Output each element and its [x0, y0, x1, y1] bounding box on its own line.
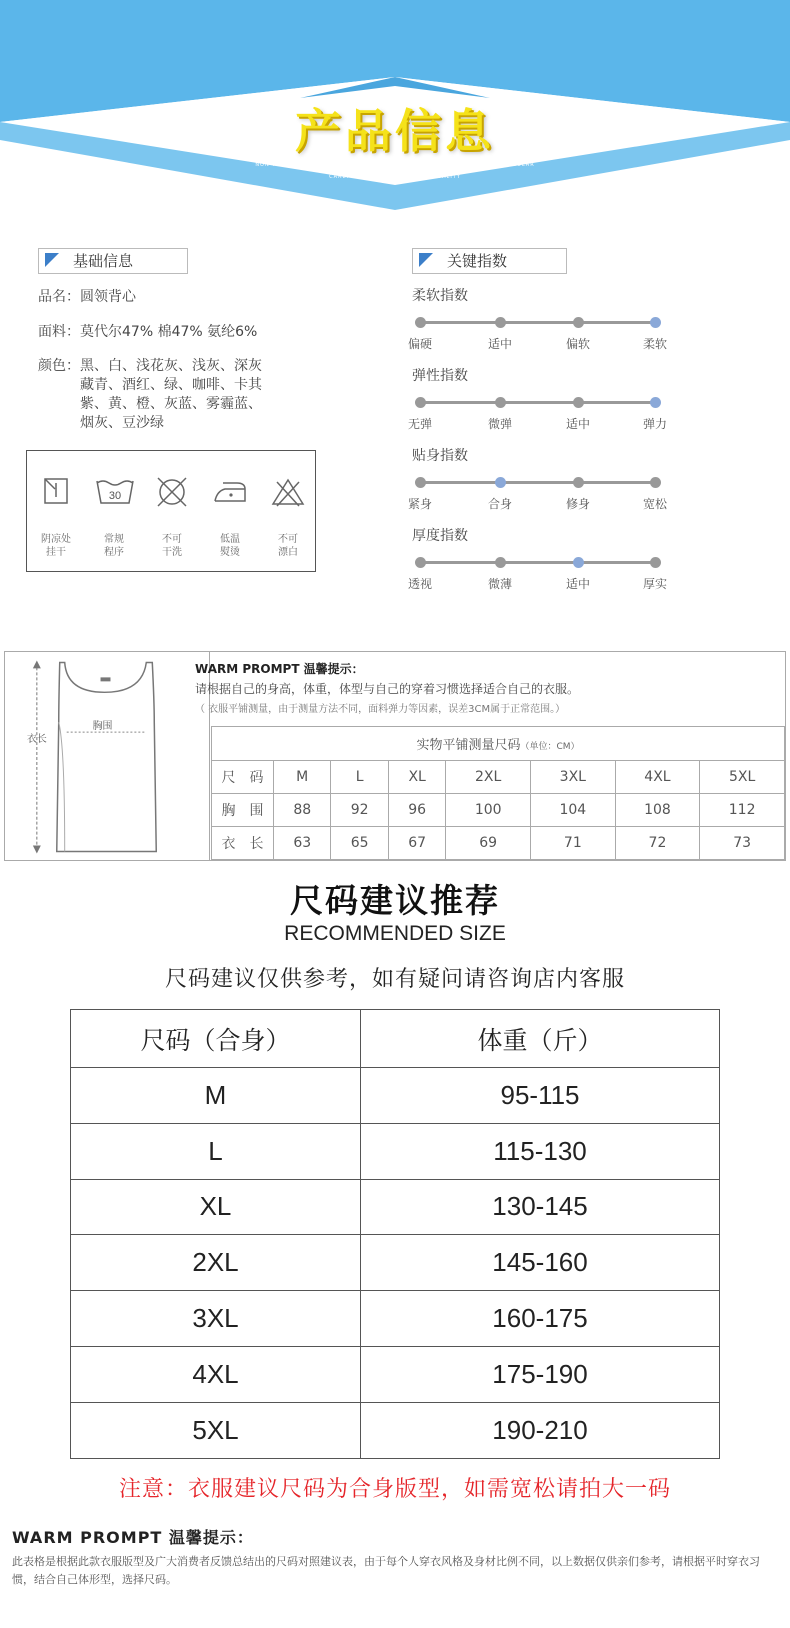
table-row: [71, 1402, 720, 1458]
product-name-value: 圆领背心: [80, 289, 136, 305]
index-dot: [415, 397, 426, 408]
care-label-line2: 干洗: [162, 547, 182, 558]
table-cell: 69: [446, 827, 531, 860]
no-bleach-icon: [269, 477, 307, 507]
table-cell: XL: [388, 761, 445, 794]
table-cell: 104: [531, 794, 616, 827]
shade-dry-icon: [37, 477, 75, 507]
table-cell: 4XL: [615, 761, 700, 794]
weight-cell: 145-160: [361, 1235, 720, 1291]
index-label: 宽松: [642, 497, 667, 511]
index-label: 紧身: [407, 497, 432, 511]
index-track: [420, 481, 655, 484]
basic-info-heading: [38, 248, 188, 274]
care-label-line2: 程序: [104, 547, 124, 558]
table-cell: 63: [274, 827, 331, 860]
index-dot: [495, 397, 506, 408]
table-cell: 73: [700, 827, 785, 860]
column-header: 尺码（合身）: [71, 1010, 361, 1068]
index-dot: [650, 477, 661, 488]
color-key: 颜色：: [38, 358, 80, 374]
weight-cell: 115-130: [361, 1123, 720, 1179]
index-dot-selected: [650, 317, 661, 328]
index-label: 厚实: [642, 577, 667, 591]
size-cell: L: [71, 1123, 361, 1179]
care-item: [85, 451, 143, 571]
table-row: [212, 761, 785, 794]
index-dot: [573, 397, 584, 408]
product-name-row: [38, 288, 136, 307]
table-title-text: 实物平铺测量尺码: [416, 738, 521, 753]
table-header-row: [71, 1010, 720, 1068]
index-label: 修身: [565, 497, 590, 511]
table-row: [212, 794, 785, 827]
weight-cell: 95-115: [361, 1068, 720, 1124]
size-cell: XL: [71, 1179, 361, 1235]
care-item: [27, 451, 85, 571]
weight-cell: 175-190: [361, 1346, 720, 1402]
garment-diagram: [5, 652, 210, 860]
index-dot-selected: [573, 557, 584, 568]
row-header: 衣 长: [212, 827, 274, 860]
index-label: 微弹: [487, 417, 512, 431]
no-dry-clean-icon: [153, 477, 191, 507]
care-item: [259, 451, 317, 571]
table-row: [71, 1179, 720, 1235]
wash-30-icon: [95, 477, 135, 507]
table-cell: 67: [388, 827, 445, 860]
index-dot: [650, 557, 661, 568]
recommended-size-subtitle: RECOMMENDED SIZE: [284, 922, 506, 945]
table-cell: 96: [388, 794, 445, 827]
table-cell: 108: [615, 794, 700, 827]
index-label: 合身: [487, 497, 512, 511]
table-row: [71, 1123, 720, 1179]
care-label-line1: 不可: [278, 534, 298, 545]
weight-cell: 130-145: [361, 1179, 720, 1235]
table-cell: 71: [531, 827, 616, 860]
table-row: [212, 827, 785, 860]
index-label: 适中: [565, 577, 590, 591]
banner-subtitle-line1: NON WEEKLY COMFORTABLE FABRIC, NON WEEKLY FABRIC, STRENGTH TO REGULAR: [255, 162, 535, 168]
key-indices-heading-label: 关键指数: [447, 252, 508, 270]
fabric-value: 莫代尔47% 棉47% 氨纶6%: [80, 324, 258, 340]
table-cell: 3XL: [531, 761, 616, 794]
table-cell: 92: [331, 794, 388, 827]
key-indices-heading: [412, 248, 567, 274]
table-cell: L: [331, 761, 388, 794]
flag-icon: [419, 253, 433, 267]
banner-subtitle-line2: CAREFUL PRODUCTION, GOOD QUALITY: [329, 174, 461, 180]
weight-cell: 160-175: [361, 1291, 720, 1347]
index-dot-selected: [495, 477, 506, 488]
size-cell: 4XL: [71, 1346, 361, 1402]
table-cell: 88: [274, 794, 331, 827]
garment-length-label: 衣长: [26, 734, 47, 746]
index-track: [420, 561, 655, 564]
care-label-line1: 常规: [104, 534, 124, 545]
color-line: 烟灰、豆沙绿: [80, 415, 164, 431]
table-cell: M: [274, 761, 331, 794]
recommended-size-note: 尺码建议仅供参考，如有疑问请咨询店内客服: [164, 967, 625, 992]
index-label: 微薄: [487, 577, 512, 591]
index-title: 柔软指数: [412, 288, 468, 304]
warm-prompt-text-bottom: 此表格是根据此款衣服版型及广大消费者反馈总结出的尺码对照建议表，由于每个人穿衣风格及身材比例不同，以上数据仅供亲们参考，请根据平时穿衣习惯，结合自己体形型，选择尺码。: [12, 1555, 760, 1586]
table-cell: 2XL: [446, 761, 531, 794]
basic-info-heading-label: 基础信息: [73, 252, 134, 270]
weight-cell: 190-210: [361, 1402, 720, 1458]
index-dot: [415, 557, 426, 568]
index-label: 适中: [565, 417, 590, 431]
table-row: [71, 1291, 720, 1347]
table-cell: 100: [446, 794, 531, 827]
fabric-row: [38, 323, 257, 342]
table-row: [71, 1235, 720, 1291]
care-label-line2: 漂白: [278, 547, 298, 558]
recommended-size-title: 尺码建议推荐: [290, 881, 500, 920]
index-label: 偏硬: [407, 337, 432, 351]
warm-prompt-title-bottom: WARM PROMPT 温馨提示：: [12, 1528, 254, 1547]
care-label-line2: 挂干: [46, 547, 66, 558]
size-cell: 2XL: [71, 1235, 361, 1291]
index-label: 偏软: [565, 337, 590, 351]
measurement-table-title: [212, 727, 785, 761]
table-unit-text: （单位：CM）: [520, 742, 580, 752]
warm-prompt-note: （ 衣服平铺测量，由于测量方法不同，面料弹力等因素，误差3CM属于正常范围。）: [195, 704, 566, 715]
table-row: [212, 727, 785, 761]
low-iron-icon: [211, 477, 249, 507]
size-cell: M: [71, 1068, 361, 1124]
table-cell: 72: [615, 827, 700, 860]
index-dot: [495, 317, 506, 328]
column-header: 体重（斤）: [361, 1010, 720, 1068]
fabric-key: 面料：: [38, 324, 80, 340]
banner-title: 产品信息: [295, 104, 495, 158]
size-cell: 3XL: [71, 1291, 361, 1347]
recommended-size-table: [70, 1009, 720, 1459]
measurement-section: [4, 651, 786, 861]
index-title: 厚度指数: [412, 528, 468, 544]
row-header: 胸 围: [212, 794, 274, 827]
wash-temperature-label: 30: [108, 490, 122, 502]
warm-prompt-line: 请根据自己的身高，体重，体型与自己的穿着习惯选择适合自己的衣服。: [195, 682, 580, 696]
color-line: 紫、黄、橙、灰蓝、雾霾蓝、: [80, 396, 262, 412]
care-item: [143, 451, 201, 571]
index-label: 弹力: [642, 417, 667, 431]
care-label-line1: 低温: [220, 534, 240, 545]
index-label: 透视: [407, 577, 432, 591]
index-track: [420, 401, 655, 404]
care-label-line1: 阴凉处: [41, 534, 71, 545]
index-label: 适中: [487, 337, 512, 351]
fit-notice: 注意：衣服建议尺码为合身版型，如需宽松请拍大一码: [118, 1477, 671, 1502]
table-cell: 112: [700, 794, 785, 827]
measurement-table: [211, 726, 785, 860]
care-label-line2: 熨烫: [220, 547, 240, 558]
index-dot-selected: [650, 397, 661, 408]
index-dot: [495, 557, 506, 568]
product-name-key: 品名：: [38, 289, 80, 305]
color-line: 藏青、酒红、绿、咖啡、卡其: [80, 377, 262, 393]
care-item: [201, 451, 259, 571]
index-dot: [573, 477, 584, 488]
index-track: [420, 321, 655, 324]
index-dot: [415, 317, 426, 328]
index-dot: [415, 477, 426, 488]
index-title: 贴身指数: [412, 448, 468, 464]
garment-chest-label: 胸围: [92, 721, 113, 733]
care-label-line1: 不可: [162, 534, 182, 545]
index-title: 弹性指数: [412, 368, 468, 384]
row-header: 尺 码: [212, 761, 274, 794]
index-label: 柔软: [642, 337, 667, 351]
table-cell: 65: [331, 827, 388, 860]
flag-icon: [45, 253, 59, 267]
care-instructions-box: [26, 450, 316, 572]
warm-prompt-title: WARM PROMPT 温馨提示：: [195, 662, 364, 676]
table-row: [71, 1068, 720, 1124]
index-label: 无弹: [407, 417, 432, 431]
color-line: 黑、白、浅花灰、浅灰、深灰: [80, 358, 262, 374]
table-cell: 5XL: [700, 761, 785, 794]
size-cell: 5XL: [71, 1402, 361, 1458]
index-dot: [573, 317, 584, 328]
table-row: [71, 1346, 720, 1402]
